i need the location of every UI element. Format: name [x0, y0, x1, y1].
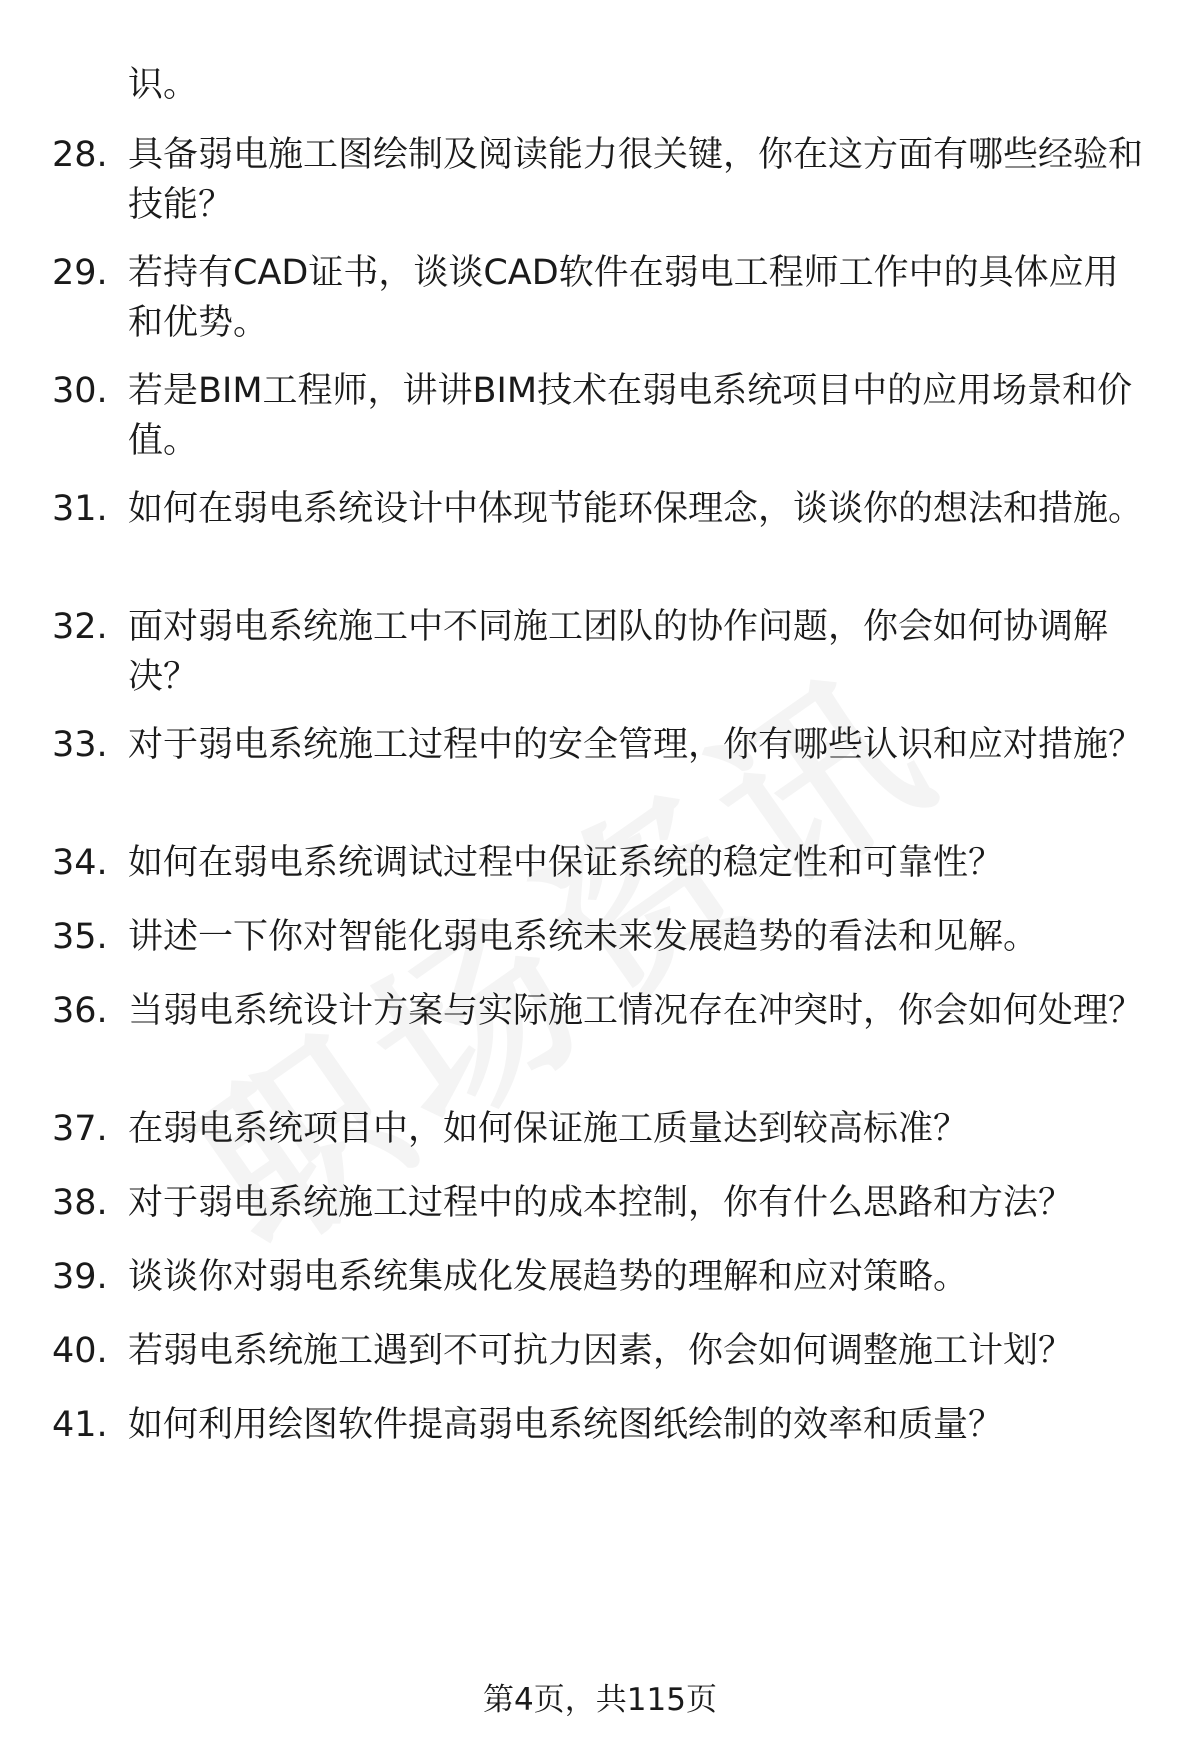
item-number: 30. [52, 371, 108, 411]
item-number: 37. [52, 1109, 108, 1149]
item-number: 40. [52, 1331, 108, 1371]
item-number: 31. [52, 489, 108, 529]
item-text: 若弱电系统施工遇到不可抗力因素，你会如何调整施工计划？ [128, 1331, 1074, 1371]
item-text: 如何在弱电系统设计中体现节能环保理念，谈谈你的想法和措施。 [128, 489, 1144, 529]
item-text: 若是BIM工程师，讲讲BIM技术在弱电系统项目中的应用场景和价值。 [128, 371, 1133, 461]
item-text: 若持有CAD证书，谈谈CAD软件在弱电工程师工作中的具体应用和优势。 [128, 253, 1119, 343]
item-text: 面对弱电系统施工中不同施工团队的协作问题，你会如何协调解决？ [128, 607, 1109, 697]
item-number: 29. [52, 253, 108, 293]
item-text: 对于弱电系统施工过程中的成本控制，你有什么思路和方法？ [128, 1183, 1074, 1223]
item-text: 如何利用绘图软件提高弱电系统图纸绘制的效率和质量？ [128, 1405, 1004, 1445]
item-number: 33. [52, 725, 108, 765]
item-text: 讲述一下你对智能化弱电系统未来发展趋势的看法和见解。 [128, 917, 1039, 957]
page-footer: 第4页，共115页 [483, 1682, 717, 1718]
item-number: 34. [52, 843, 108, 883]
item-number: 41. [52, 1405, 108, 1445]
item-text: 对于弱电系统施工过程中的安全管理，你有哪些认识和应对措施？ [128, 725, 1144, 765]
item-text: 如何在弱电系统调试过程中保证系统的稳定性和可靠性？ [128, 843, 1004, 883]
continuation-text: 识。 [128, 65, 199, 105]
item-number: 39. [52, 1257, 108, 1297]
item-text: 谈谈你对弱电系统集成化发展趋势的理解和应对策略。 [128, 1257, 969, 1297]
item-text: 在弱电系统项目中，如何保证施工质量达到较高标准？ [128, 1109, 969, 1149]
item-number: 35. [52, 917, 108, 957]
item-number: 36. [52, 991, 108, 1031]
item-text: 当弱电系统设计方案与实际施工情况存在冲突时，你会如何处理？ [128, 991, 1144, 1031]
item-number: 28. [52, 135, 108, 175]
item-number: 32. [52, 607, 108, 647]
item-number: 38. [52, 1183, 108, 1223]
item-text: 具备弱电施工图绘制及阅读能力很关键，你在这方面有哪些经验和技能？ [128, 135, 1144, 225]
